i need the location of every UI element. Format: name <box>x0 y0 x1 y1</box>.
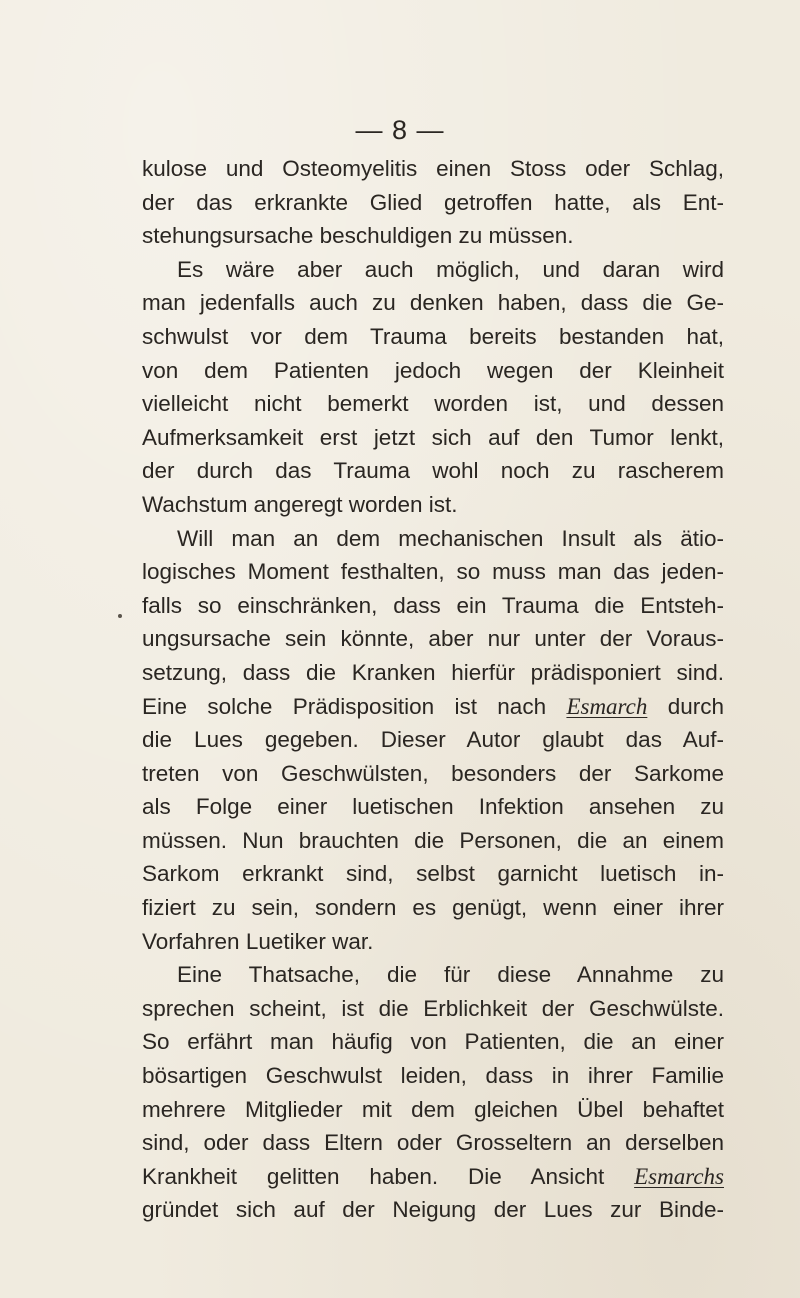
text-line <box>142 857 724 891</box>
text-line <box>142 286 724 320</box>
page-number: — 8 — <box>355 115 445 145</box>
text-segment: setzung, dass die Kranken hierfür prädisponiert sind. <box>142 659 724 685</box>
text-segment: logisches Moment festhalten, so muss man das jeden- <box>142 559 724 585</box>
text-segment: man jedenfalls auch zu denken haben, dass die Ge- <box>142 290 724 316</box>
text-segment: Es wäre aber auch möglich, und daran wird <box>177 256 724 282</box>
margin-mark <box>118 614 122 618</box>
text-segment: Eine solche Prädisposition ist nach <box>142 693 567 719</box>
text-segment: Sarkom erkrankt sind, selbst garnicht luetisch in- <box>142 861 724 887</box>
text-line <box>142 824 724 858</box>
text-line <box>142 790 724 824</box>
text-segment: gründet sich auf der Neigung der Lues zur Binde- <box>142 1197 724 1223</box>
text-segment: von dem Patienten jedoch wegen der Kleinheit <box>142 357 724 383</box>
body-text <box>142 152 724 1227</box>
text-segment: sind, oder dass Eltern oder Grosseltern an derselben <box>142 1130 724 1156</box>
text-line <box>142 555 724 589</box>
text-line <box>142 1025 724 1059</box>
text-segment: Aufmerksamkeit erst jetzt sich auf den Tumor lenkt, <box>142 424 724 450</box>
text-line <box>142 656 724 690</box>
text-segment: die Lues gegeben. Dieser Autor glaubt das Auf- <box>142 727 724 753</box>
text-line <box>142 253 724 287</box>
text-line <box>142 387 724 421</box>
text-line <box>142 454 724 488</box>
text-segment: bösartigen Geschwulst leiden, dass in ihrer Familie <box>142 1063 724 1089</box>
text-segment: fiziert zu sein, sondern es genügt, wenn einer ihrer <box>142 895 724 921</box>
text-line <box>142 320 724 354</box>
text-segment: treten von Geschwülsten, besonders der Sarkome <box>142 760 724 786</box>
text-segment: Vorfahren Luetiker war. <box>142 928 374 954</box>
text-line <box>142 757 724 791</box>
text-line <box>142 522 724 556</box>
text-segment: sprechen scheint, ist die Erblichkeit der Geschwülste. <box>142 995 724 1021</box>
text-segment: kulose und Osteomyelitis einen Stoss oder Schlag, <box>142 156 724 181</box>
text-line <box>142 219 724 253</box>
text-segment: durch <box>647 693 724 719</box>
text-line <box>142 723 724 757</box>
text-segment: falls so einschränken, dass ein Trauma die Entsteh- <box>142 592 724 618</box>
text-segment: ungsursache sein könnte, aber nur unter der Voraus- <box>142 626 724 652</box>
text-line <box>142 891 724 925</box>
text-segment: mehrere Mitglieder mit dem gleichen Übel behaftet <box>142 1096 724 1122</box>
text-segment: Eine Thatsache, die für diese Annahme zu <box>177 962 724 988</box>
text-line <box>142 1059 724 1093</box>
text-line <box>142 690 724 724</box>
text-segment: der durch das Trauma wohl noch zu rascherem <box>142 458 724 484</box>
text-line <box>142 354 724 388</box>
text-line <box>142 488 724 522</box>
text-segment: vielleicht nicht bemerkt worden ist, und dessen <box>142 391 724 417</box>
text-segment: müssen. Nun brauchten die Personen, die an einem <box>142 827 724 853</box>
text-line <box>142 1193 724 1227</box>
text-segment: schwulst vor dem Trauma bereits bestanden hat, <box>142 323 724 349</box>
text-line <box>142 186 724 220</box>
text-line <box>142 421 724 455</box>
text-segment: Will man an dem mechanischen Insult als ätio- <box>177 525 724 551</box>
text-line <box>142 992 724 1026</box>
text-segment: Wachstum angeregt worden ist. <box>142 491 458 517</box>
text-line <box>142 589 724 623</box>
text-line <box>142 925 724 959</box>
text-line <box>142 1093 724 1127</box>
author-name: Esmarch <box>566 693 648 719</box>
author-name: Esmarchs <box>634 1163 724 1189</box>
text-line <box>142 1126 724 1160</box>
text-line <box>142 152 724 186</box>
text-segment: als Folge einer luetischen Infektion ansehen zu <box>142 794 724 820</box>
text-segment: So erfährt man häufig von Patienten, die an einer <box>142 1029 724 1055</box>
text-line <box>142 622 724 656</box>
text-segment: stehungsursache beschuldigen zu müssen. <box>142 223 574 249</box>
text-segment: der das erkrankte Glied getroffen hatte, als Ent- <box>142 189 724 215</box>
text-line <box>142 958 724 992</box>
text-segment: Krankheit gelitten haben. Die Ansicht <box>142 1163 635 1189</box>
text-line <box>142 1160 724 1194</box>
